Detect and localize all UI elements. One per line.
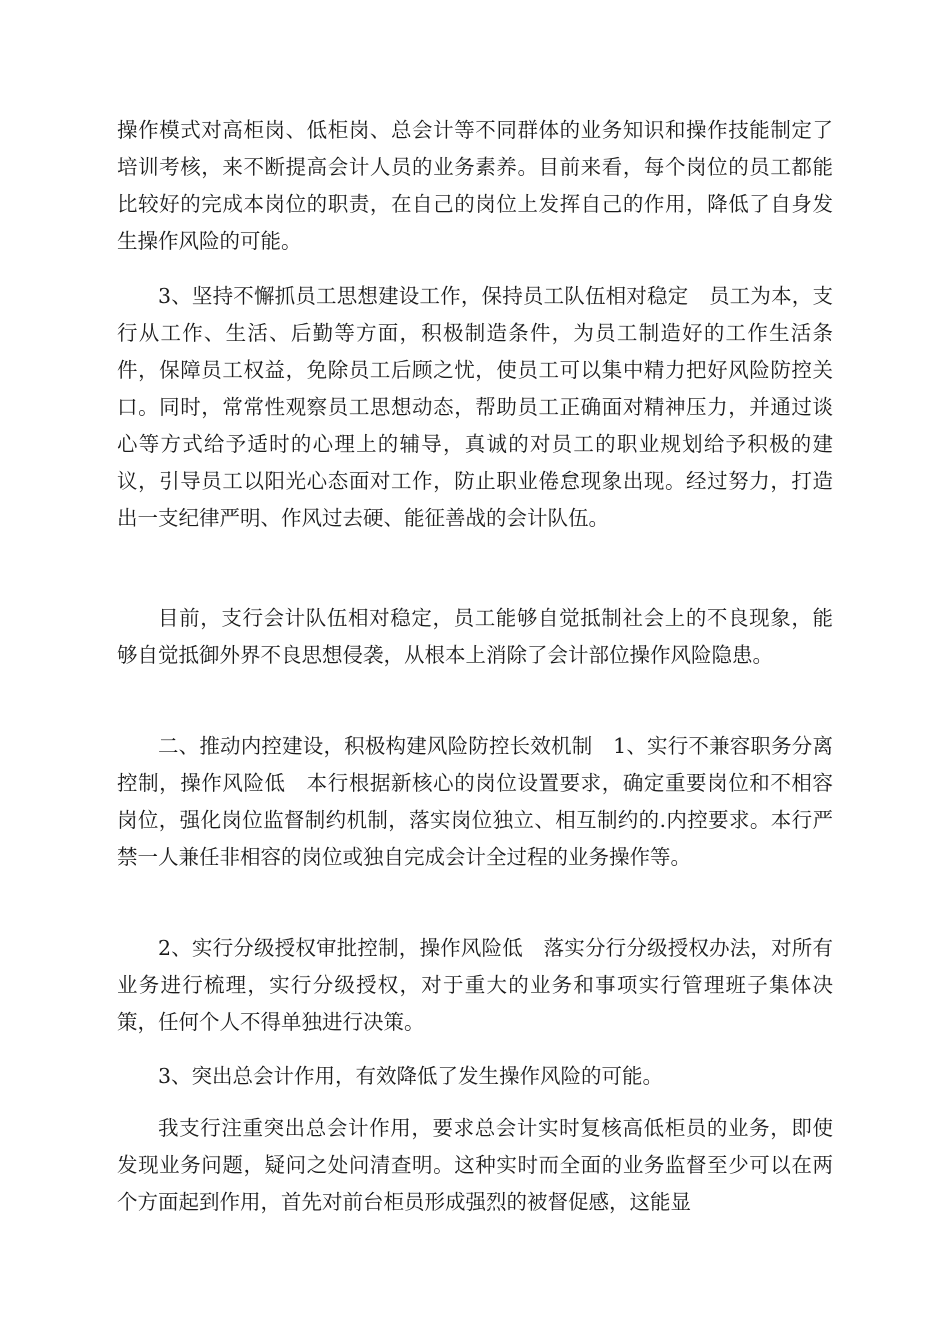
paragraph-3: [117, 600, 833, 674]
paragraph-2: [117, 278, 833, 537]
paragraph-text: 3、突出总会计作用，有效降低了发生操作风险的可能。: [158, 1064, 664, 1088]
paragraph-text: 我支行注重突出总会计作用，要求总会计实时复核高低柜员的业务，即使发现业务问题，疑问之处问清查明。这种实时而全面的业务监督至少可以在两个方面起到作用，首先对前台柜员形成强烈的被督促感，这能显: [117, 1116, 833, 1214]
paragraph-text: 目前，支行会计队伍相对稳定，员工能够自觉抵制社会上的不良现象，能够自觉抵御外界不良思想侵袭，从根本上消除了会计部位操作风险隐患。: [117, 606, 833, 667]
paragraph-text: 操作模式对高柜岗、低柜岗、总会计等不同群体的业务知识和操作技能制定了培训考核，来不断提高会计人员的业务素养。目前来看，每个岗位的员工都能比较好的完成本岗位的职责，在自己的岗位上发挥自己的作用，降低了自身发生操作风险的可能。: [117, 118, 833, 253]
paragraph-text: 3、坚持不懈抓员工思想建设工作，保持员工队伍相对稳定 员工为本，支行从工作、生活、后勤等方面，积极制造条件，为员工制造好的工作生活条件，保障员工权益，免除员工后顾之忧，使员工可以集中精力把好风险防控关口。同时，常常性观察员工思想动态，帮助员工正确面对精神压力，并通过谈心等方式给予适时的心理上的辅导，真诚的对员工的职业规划给予积极的建议，引导员工以阳光心态面对工作，防止职业倦怠现象出现。经过努力，打造出一支纪律严明、作风过去硬、能征善战的会计队伍。: [117, 284, 833, 530]
paragraph-text: 二、推动内控建设，积极构建风险防控长效机制 1、实行不兼容职务分离控制，操作风险低 本行根据新核心的岗位设置要求，确定重要岗位和不相容岗位，强化岗位监督制约机制，落实岗位独立、相互制约的.内控要求。本行严禁一人兼任非相容的岗位或独自完成会计全过程的业务操作等。: [117, 734, 833, 869]
paragraph-6: [117, 1058, 833, 1095]
paragraph-1: [117, 112, 833, 260]
paragraph-4: [117, 728, 833, 876]
paragraph-5: [117, 930, 833, 1041]
paragraph-7: [117, 1110, 833, 1221]
paragraph-text: 2、实行分级授权审批控制，操作风险低 落实分行分级授权办法，对所有业务进行梳理，实行分级授权，对于重大的业务和事项实行管理班子集体决策，任何个人不得单独进行决策。: [117, 936, 833, 1034]
